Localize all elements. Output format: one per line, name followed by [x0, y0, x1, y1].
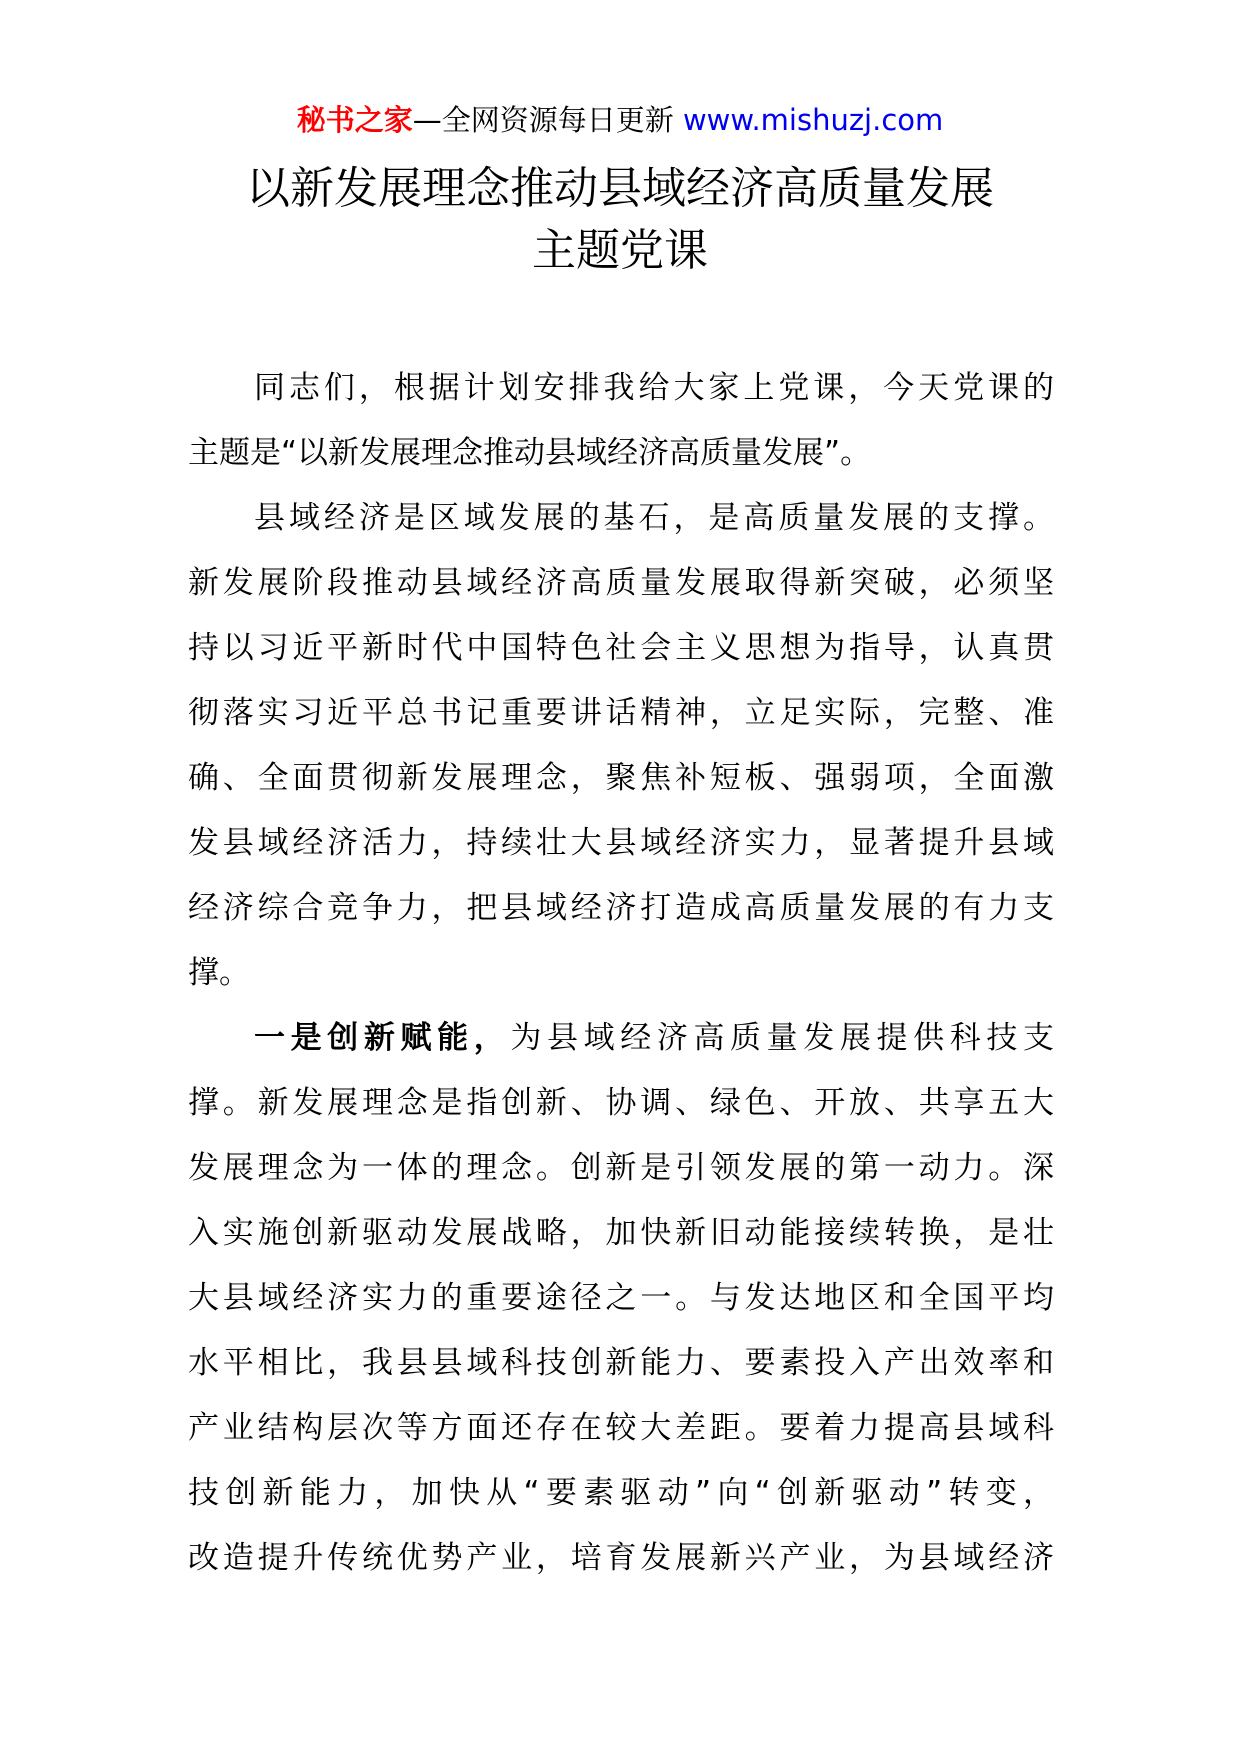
document-title	[0, 158, 1240, 282]
paragraph-3-line-1	[188, 1006, 1054, 1071]
paragraph-3-line-1-text: 为县域经济高质量发展提供科技支	[510, 1020, 1055, 1056]
paragraph-1-line-2: 主题是“以新发展理念推动县域经济高质量发展”。	[188, 435, 872, 471]
paragraph-1-line-1: 同志们，根据计划安排我给大家上党课，今天党课的	[254, 370, 1054, 406]
paragraph-3-line-4: 入实施创新驱动发展战略，加快新旧动能接续转换，是壮	[188, 1215, 1054, 1251]
paragraph-3-lead: 一是创新赋能，	[254, 1020, 511, 1056]
paragraph-2-line-4: 彻落实习近平总书记重要讲话精神，立足实际，完整、准	[188, 695, 1054, 731]
paragraph-3-line-3: 发展理念为一体的理念。创新是引领发展的第一动力。深	[188, 1150, 1054, 1186]
paragraph-3-line-9: 改造提升传统优势产业，培育发展新兴产业，为县域经济	[188, 1540, 1054, 1576]
site-url-link[interactable]: www.mishuzj.com	[682, 103, 944, 137]
header-tagline: —全网资源每日更新	[412, 103, 674, 137]
paragraph-2-line-6: 发县域经济活力，持续壮大县域经济实力，显著提升县域	[188, 825, 1054, 861]
paragraph-3-line-6: 水平相比，我县县域科技创新能力、要素投入产出效率和	[188, 1345, 1054, 1381]
paragraph-2-line-2: 新发展阶段推动县域经济高质量发展取得新突破，必须坚	[188, 565, 1054, 601]
site-header	[0, 100, 1240, 140]
paragraph-3-line-8: 技创新能力，加快从“要素驱动”向“创新驱动”转变，	[188, 1475, 1054, 1511]
paragraph-2-line-3: 持以习近平新时代中国特色社会主义思想为指导，认真贯	[188, 630, 1054, 666]
brand-name: 秘书之家	[296, 103, 413, 137]
document-body	[188, 356, 1054, 1591]
paragraph-2-line-7: 经济综合竞争力，把县域经济打造成高质量发展的有力支	[188, 890, 1054, 926]
paragraph-3-line-5: 大县域经济实力的重要途径之一。与发达地区和全国平均	[188, 1280, 1054, 1316]
paragraph-2-line-8: 撑。	[188, 955, 250, 991]
paragraph-3-line-2: 撑。新发展理念是指创新、协调、绿色、开放、共享五大	[188, 1085, 1054, 1121]
paragraph-2-line-5: 确、全面贯彻新发展理念，聚焦补短板、强弱项，全面激	[188, 760, 1054, 796]
paragraph-2-line-1: 县域经济是区域发展的基石，是高质量发展的支撑。	[254, 500, 1054, 536]
paragraph-3-line-7: 产业结构层次等方面还存在较大差距。要着力提高县域科	[188, 1410, 1054, 1446]
title-line-2: 主题党课	[532, 225, 708, 276]
title-line-1: 以新发展理念推动县域经济高质量发展	[246, 163, 994, 214]
